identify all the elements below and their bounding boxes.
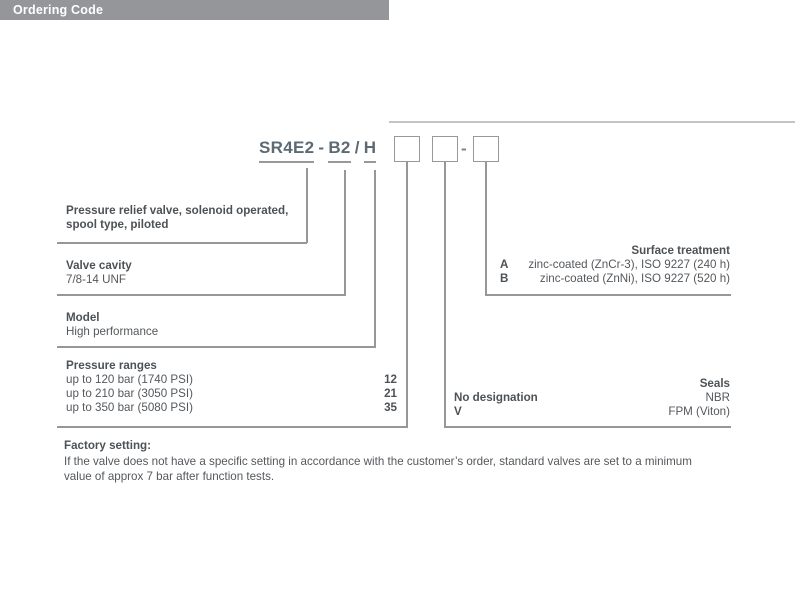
code-base: SR4E2 [259, 138, 314, 163]
description-line2: spool type, piloted [66, 218, 169, 231]
connector-vline-seals [444, 162, 446, 427]
surface-treatment-code: A [500, 258, 509, 271]
code-separator-slash: / [354, 138, 360, 157]
seals-block [454, 377, 730, 419]
seals-label: NBR [705, 391, 730, 404]
connector-hline-seals [444, 426, 731, 428]
model-title: Model [66, 311, 100, 324]
pressure-range-label: up to 210 bar (3050 PSI) [66, 387, 193, 400]
pressure-range-code: 21 [384, 387, 397, 400]
description-line1: Pressure relief valve, solenoid operated, [66, 204, 289, 217]
model-value: High performance [66, 325, 159, 338]
pressure-ranges-title: Pressure ranges [66, 359, 157, 372]
connector-hline-pressure [57, 426, 408, 428]
seals-code: V [454, 405, 462, 418]
code-model: H [364, 138, 377, 163]
factory-setting-title: Factory setting: [64, 439, 151, 452]
surface-treatment-label: zinc-coated (ZnNi), ISO 9227 (520 h) [539, 272, 730, 285]
valve-cavity-title: Valve cavity [66, 259, 132, 272]
connector-hline-description [57, 242, 307, 244]
code-box-seals [432, 136, 458, 162]
connector-hline-surface [485, 294, 731, 296]
connector-vline-pressure [406, 162, 408, 427]
surface-treatment-label: zinc-coated (ZnCr-3), ISO 9227 (240 h) [528, 258, 730, 271]
seals-title: Seals [699, 377, 730, 390]
code-box-pressure [394, 136, 420, 162]
factory-setting-line1: If the valve does not have a specific setting in accordance with the customer’s order, standard valves are set to a minimum [64, 454, 692, 468]
surface-treatment-block [500, 244, 730, 286]
section-header-bar [0, 0, 389, 20]
seals-row [454, 391, 730, 405]
connector-vline-surface [485, 162, 487, 295]
section-header-title: Ordering Code [13, 3, 104, 17]
valve-cavity-value: 7/8-14 UNF [66, 273, 126, 286]
pressure-range-row [66, 401, 397, 415]
pressure-range-code: 35 [384, 401, 397, 414]
connector-vline-model [374, 170, 376, 347]
code-separator-dash: - [318, 138, 325, 157]
code-box-dash: - [461, 139, 467, 158]
model-block [66, 311, 158, 339]
code-box-surface [473, 136, 499, 162]
seals-row [454, 405, 730, 419]
ordering-code-title [259, 138, 376, 163]
surface-treatment-code: B [500, 272, 509, 285]
description-block [66, 204, 288, 232]
pressure-range-label: up to 120 bar (1740 PSI) [66, 373, 193, 386]
surface-treatment-row [500, 258, 730, 272]
seals-label: FPM (Viton) [668, 405, 730, 418]
connector-vline-base [306, 168, 308, 243]
pressure-range-code: 12 [384, 373, 397, 386]
connector-hline-cavity [57, 294, 346, 296]
pressure-range-row [66, 387, 397, 401]
connector-hline-model [57, 346, 376, 348]
factory-setting-line2: value of approx 7 bar after function tests. [64, 470, 275, 483]
code-cavity: B2 [328, 138, 350, 163]
seals-code: No designation [454, 391, 538, 404]
valve-cavity-block [66, 259, 132, 287]
section-header-rule [389, 121, 795, 123]
connector-vline-cavity [344, 170, 346, 295]
factory-setting-block [64, 438, 692, 485]
pressure-range-row [66, 373, 397, 387]
surface-treatment-row [500, 272, 730, 286]
pressure-ranges-block [66, 359, 397, 415]
surface-treatment-title: Surface treatment [631, 244, 730, 257]
pressure-range-label: up to 350 bar (5080 PSI) [66, 401, 193, 414]
